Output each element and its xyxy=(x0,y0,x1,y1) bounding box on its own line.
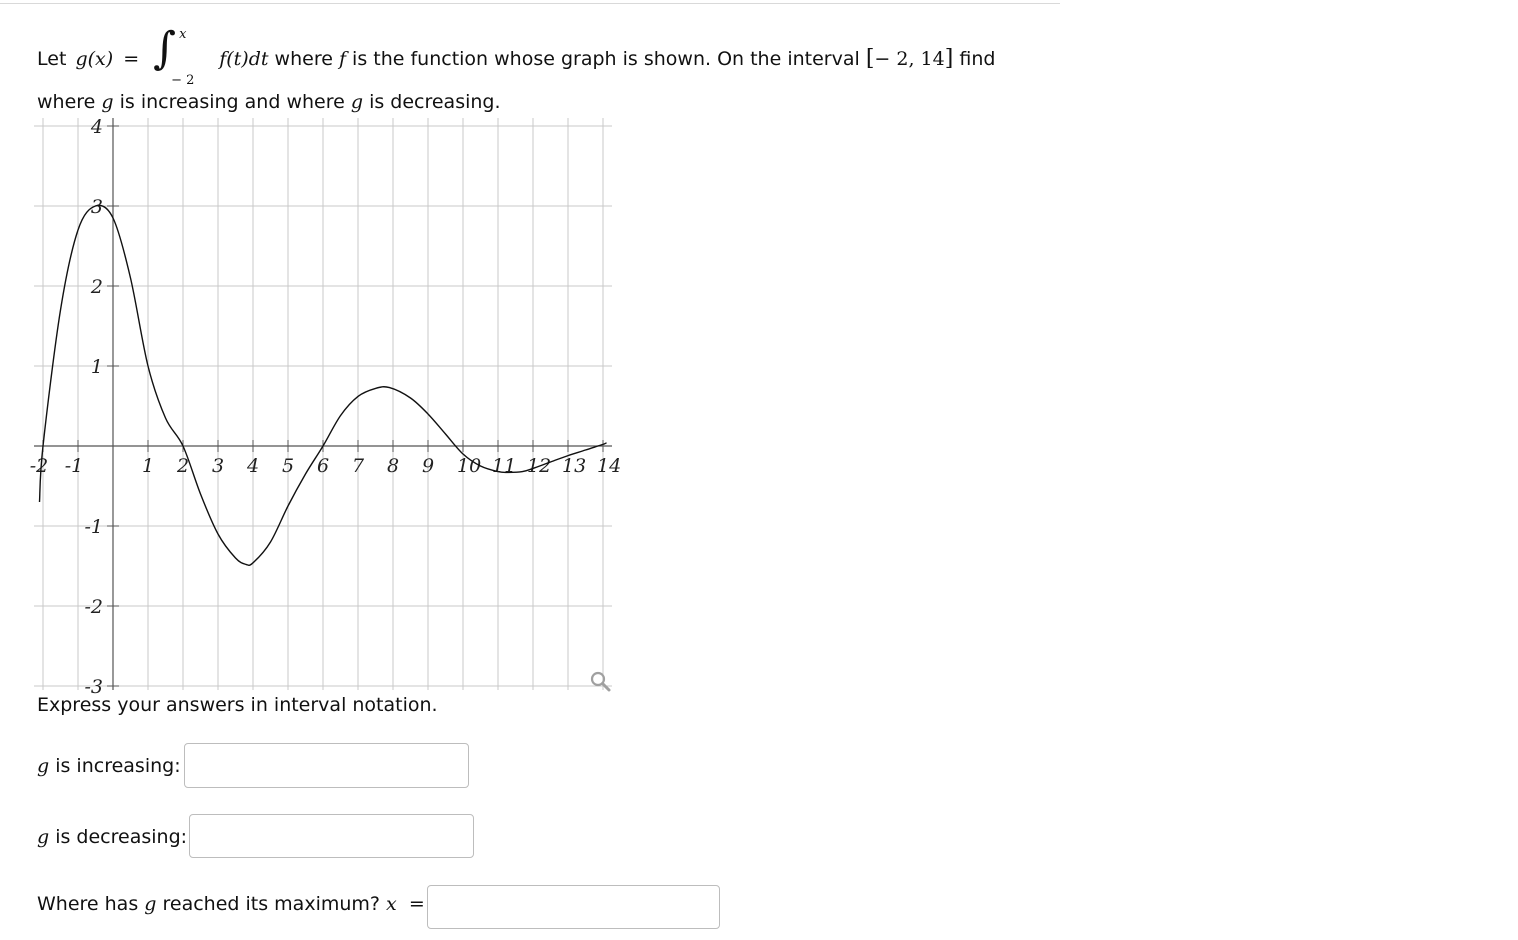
decreasing-label xyxy=(37,826,187,848)
g-symbol-answer-1: g xyxy=(37,755,50,777)
instructions-text: Express your answers in interval notation. xyxy=(37,694,438,716)
where-word: where xyxy=(274,48,333,70)
y-tick-label: 4 xyxy=(90,116,103,138)
x-tick-label: -1 xyxy=(64,455,84,477)
y-tick-label: -1 xyxy=(84,516,103,538)
x-tick-label: 7 xyxy=(352,455,365,477)
x-tick-label: 3 xyxy=(212,455,225,477)
top-divider xyxy=(0,3,1060,4)
increasing-label-text: is increasing: xyxy=(55,755,181,777)
y-tick-label: 2 xyxy=(90,276,103,298)
y-tick-label: -3 xyxy=(84,676,103,698)
x-tick-label: 11 xyxy=(492,455,517,477)
integrand: f(t)dt xyxy=(219,48,269,70)
g-symbol: g xyxy=(101,91,114,113)
increasing-interval-input[interactable] xyxy=(184,743,469,788)
x-tick-label: 13 xyxy=(562,455,587,477)
increasing-label xyxy=(37,755,181,777)
f-symbol: f xyxy=(338,48,346,70)
y-tick-label: 1 xyxy=(90,356,103,378)
description-text: is the function whose graph is shown. On the interval xyxy=(352,48,860,70)
function-graph[interactable] xyxy=(29,116,622,698)
grid-lines xyxy=(34,118,612,690)
magnifier-icon[interactable] xyxy=(592,673,609,690)
maximum-prefix: Where has xyxy=(37,893,139,915)
decreasing-text: is decreasing. xyxy=(369,91,501,113)
interval-values: − 2, 14 xyxy=(874,48,945,70)
x-tick-label: 1 xyxy=(142,455,155,477)
tick-labels xyxy=(30,116,621,698)
interval-open-bracket: [ xyxy=(865,46,875,71)
g-symbol-2: g xyxy=(350,91,364,113)
increasing-and-where-text: is increasing and where xyxy=(119,91,345,113)
maximum-x-input[interactable] xyxy=(427,885,720,929)
question-line-1 xyxy=(37,23,996,88)
x-tick-label: 2 xyxy=(177,455,190,477)
x-tick-label: 8 xyxy=(387,455,400,477)
lower-limit: − 2 xyxy=(171,73,195,88)
x-tick-label: 5 xyxy=(282,455,295,477)
x-tick-label: 9 xyxy=(422,455,435,477)
let-word: Let xyxy=(37,48,67,70)
x-tick-label: 6 xyxy=(317,455,330,477)
maximum-label xyxy=(37,893,425,915)
integral-sign: ∫ xyxy=(153,23,177,74)
maximum-x-symbol: x xyxy=(386,893,397,915)
maximum-equals: = xyxy=(408,893,425,915)
y-tick-label: -2 xyxy=(84,596,103,618)
integral-expression xyxy=(149,23,197,88)
x-tick-label: 12 xyxy=(527,455,552,477)
interval-close-bracket: ] xyxy=(944,46,954,71)
y-tick-label: 3 xyxy=(90,196,103,218)
g-of-x: g(x) xyxy=(75,48,114,70)
x-tick-label: 4 xyxy=(247,455,260,477)
where-word-2: where xyxy=(37,91,96,113)
x-tick-label: 10 xyxy=(457,455,482,477)
g-symbol-answer-2: g xyxy=(37,826,50,848)
upper-limit: x xyxy=(179,27,187,42)
maximum-middle: reached its maximum? xyxy=(162,893,380,915)
equals-sign: = xyxy=(123,48,140,70)
decreasing-label-text: is decreasing: xyxy=(55,826,188,848)
x-tick-label: -2 xyxy=(29,455,49,477)
g-symbol-answer-3: g xyxy=(144,893,157,915)
decreasing-interval-input[interactable] xyxy=(189,814,474,858)
find-word: find xyxy=(959,48,996,70)
x-tick-label: 14 xyxy=(597,455,622,477)
question-line-2 xyxy=(37,91,501,113)
